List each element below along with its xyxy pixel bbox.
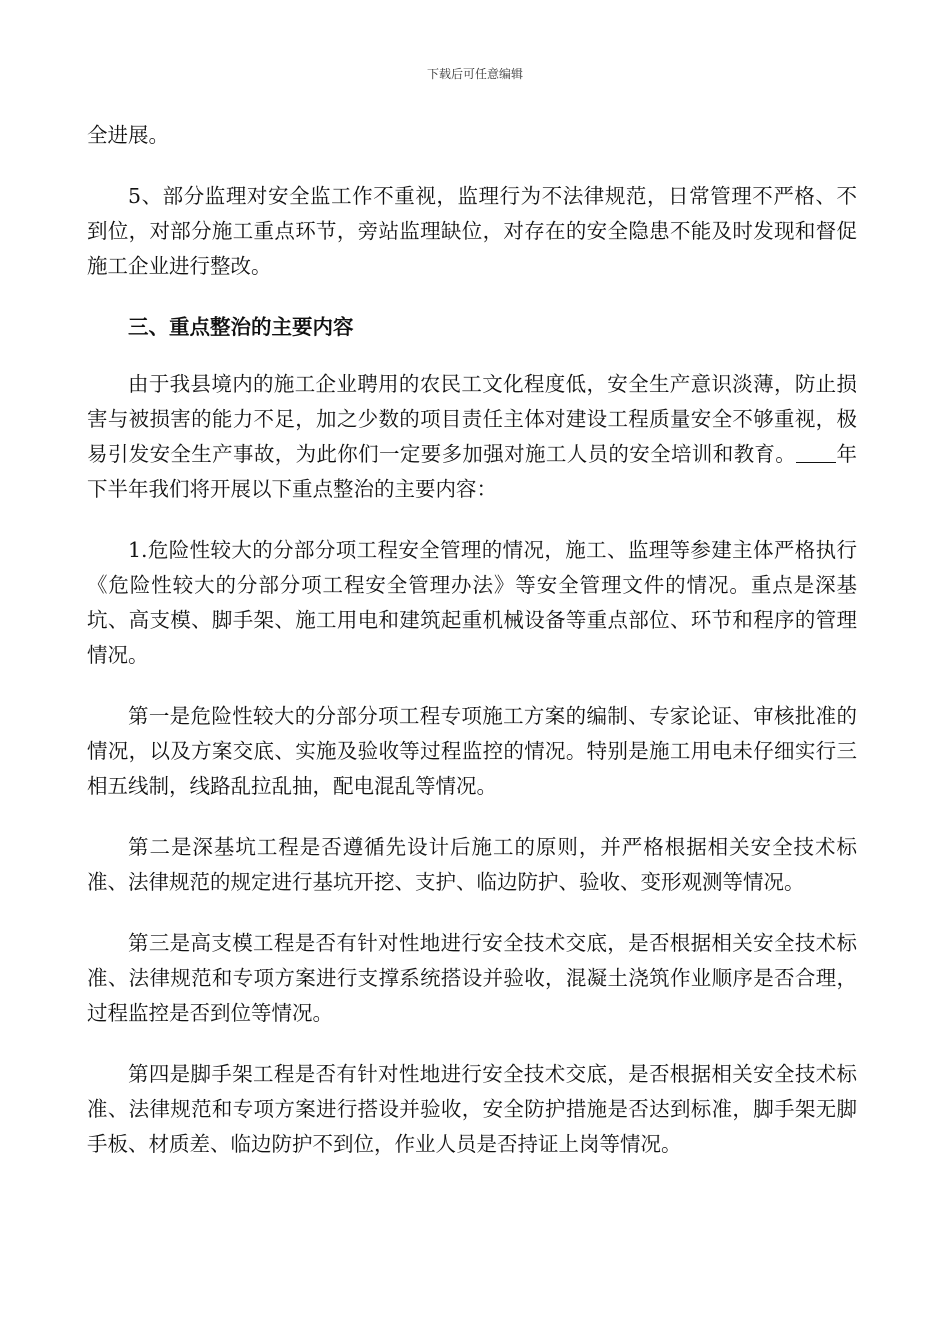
section-heading: 三、重点整治的主要内容 xyxy=(128,315,354,339)
page-header: 下载后可任意编辑 xyxy=(426,67,523,81)
document-body xyxy=(87,118,857,1188)
paragraph-intro-tail: 年下半年我们将开展以下重点整治的主要内容： xyxy=(87,442,857,501)
paragraph-first: 第一是危险性较大的分部分项工程专项施工方案的编制、专家论证、审核批准的情况，以及方案交底、实施及验收等过程监控的情况。特别是施工用电未仔细实行三相五线制，线路乱拉乱抽，配电混乱等情况。 xyxy=(87,704,857,798)
paragraph-item-1: 1.危险性较大的分部分项工程安全管理的情况，施工、监理等参建主体严格执行《危险性较大的分部分项工程安全管理办法》等安全管理文件的情况。重点是深基坑、高支模、脚手架、施工用电和建筑起重机械设备等重点部位、环节和程序的管理情况。 xyxy=(87,538,857,667)
paragraph-intro-text: 由于我县境内的施工企业聘用的农民工文化程度低，安全生产意识淡薄，防止损害与被损害的能力不足，加之少数的项目责任主体对建设工程质量安全不够重视，极易引发安全生产事故，为此你们一定要多加强对施工人员的安全培训和教育。 xyxy=(87,372,857,466)
paragraph-second: 第二是深基坑工程是否遵循先设计后施工的原则，并严格根据相关安全技术标准、法律规范的规定进行基坑开挖、支护、临边防护、验收、变形观测等情况。 xyxy=(87,835,857,894)
paragraph-intro xyxy=(87,367,857,507)
paragraph-third: 第三是高支模工程是否有针对性地进行安全技术交底，是否根据相关安全技术标准、法律规范和专项方案进行支撑系统搭设并验收，混凝土浇筑作业顺序是否合理，过程监控是否到位等情况。 xyxy=(87,931,857,1025)
blank-underline xyxy=(796,442,836,463)
paragraph-item-5: 5、部分监理对安全监工作不重视，监理行为不法律规范，日常管理不严格、不到位，对部分施工重点环节，旁站监理缺位，对存在的安全隐患不能及时发现和督促施工企业进行整改。 xyxy=(87,184,857,278)
paragraph-continuation: 全进展。 xyxy=(87,123,169,147)
paragraph-fourth: 第四是脚手架工程是否有针对性地进行安全技术交底，是否根据相关安全技术标准、法律规范和专项方案进行搭设并验收，安全防护措施是否达到标准，脚手架无脚手板、材质差、临边防护不到位，作业人员是否持证上岗等情况。 xyxy=(87,1062,857,1156)
